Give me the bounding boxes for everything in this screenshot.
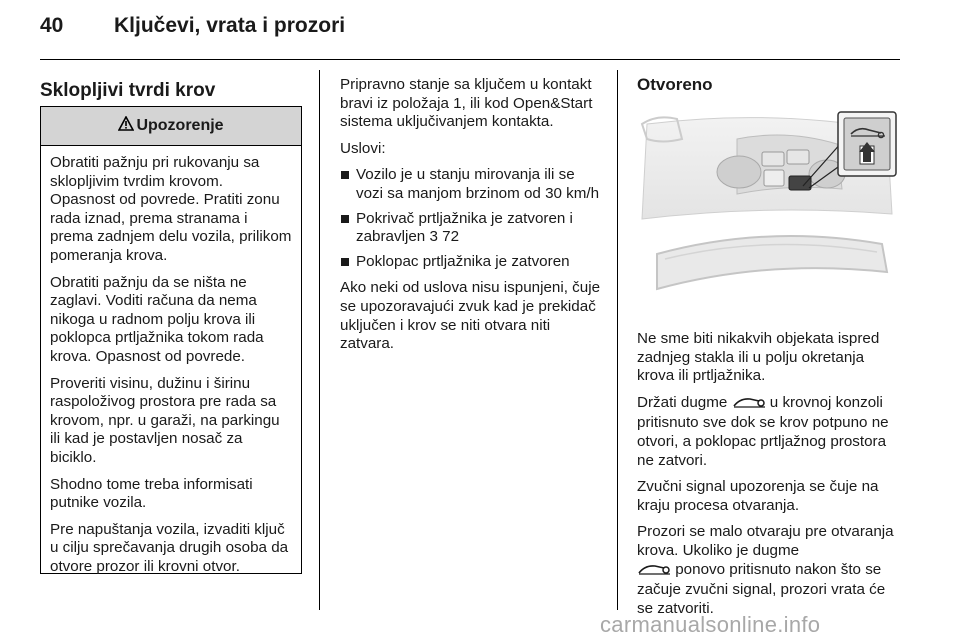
- warning-paragraph: Proveriti visinu, dužinu i širinu raspoloživog prostora pre rada sa krovom, npr. u garaži, na parkingu ili kad je postavljen nosač za biciklo.: [50, 374, 280, 466]
- conditions-label: Uslovi:: [340, 139, 386, 157]
- warning-body: [41, 146, 301, 576]
- page-number: 40: [40, 14, 64, 37]
- page-reference-icon[interactable]: 3: [429, 228, 438, 246]
- warning-title: Upozorenje: [136, 117, 224, 134]
- watermark: carmanualsonline.info: [600, 612, 821, 637]
- section-title: Sklopljivi tvrdi krov: [40, 80, 216, 101]
- subsection-title: Otvoreno: [637, 75, 713, 94]
- bullet-square-icon: [341, 171, 349, 179]
- paragraph: Ne sme biti nikakvih objekata ispred zadnjeg stakla ili u polju okretanja krova ili prtljažnika.: [637, 330, 880, 385]
- bullet-square-icon: [341, 258, 349, 266]
- warning-paragraph: Shodno tome treba informisati putnike vozila.: [50, 475, 253, 512]
- convertible-roof-icon: [732, 395, 766, 415]
- conditions-list: [340, 166, 605, 271]
- roof-console-photo: [637, 104, 900, 318]
- warning-header: [41, 107, 301, 146]
- list-item: Pokrivač prtljažnika je zatvoren i zabravljen 3 72: [340, 210, 605, 247]
- bullet-square-icon: [341, 215, 349, 223]
- column-3: [637, 76, 902, 95]
- list-item: Vozilo je u stanju mirovanja ili se vozi sa manjom brzinom od 30 km/h: [340, 166, 605, 203]
- column-3-text: [637, 330, 902, 626]
- warning-triangle-icon: [118, 116, 134, 136]
- warning-paragraph: Obratiti pažnju da se ništa ne zaglavi. Voditi računa da nema nikoga u radnom polju krova ili poklopca prtljažnika tokom rada krova. Opasnost od povrede.: [50, 273, 264, 365]
- page-reference-number[interactable]: 72: [442, 228, 460, 246]
- column-divider: [617, 70, 618, 610]
- paragraph: Prozori se malo otvaraju pre otvaranja krova. Ukoliko je dugme ponovo pritisnuto nakon što se začuje zvučni signal, prozori vrata će se zatvoriti.: [637, 523, 894, 617]
- conditions-outro: Ako neki od uslova nisu ispunjeni, čuje se upozoravajući zvuk kad je prekidač uključen i krov se niti otvara niti zatvara.: [340, 279, 601, 353]
- convertible-roof-icon: [637, 562, 671, 582]
- header-rule: [40, 59, 900, 60]
- standby-intro: Pripravno stanje sa ključem u kontakt bravi iz položaja 1, ili kod Open&Start sistema uključivanjem kontakta.: [340, 76, 593, 131]
- paragraph: Zvučni signal upozorenja se čuje na kraju procesa otvaranja.: [637, 478, 879, 514]
- warning-paragraph: Pre napuštanja vozila, izvaditi ključ u cilju sprečavanja drugih osoba da otvore prozor ili krovni otvor.: [50, 520, 289, 575]
- list-item: Poklopac prtljažnika je zatvoren: [340, 253, 605, 272]
- chapter-title: Ključevi, vrata i prozori: [114, 14, 346, 37]
- warning-box: [40, 106, 302, 574]
- warning-paragraph: Obratiti pažnju pri rukovanju sa sklopljivim tvrdim krovom. Opasnost od povrede. Pratiti zonu rada iznad, prema stranama i prema zadnjem delu vozila, prilikom pomeranja krova.: [50, 154, 292, 264]
- paragraph: Držati dugme u krovnoj konzoli pritisnuto sve dok se krov potpuno ne otvori, a poklopac prtljažnog prostora ne zatvori.: [637, 393, 889, 469]
- column-divider: [319, 70, 320, 610]
- column-2: [340, 76, 605, 362]
